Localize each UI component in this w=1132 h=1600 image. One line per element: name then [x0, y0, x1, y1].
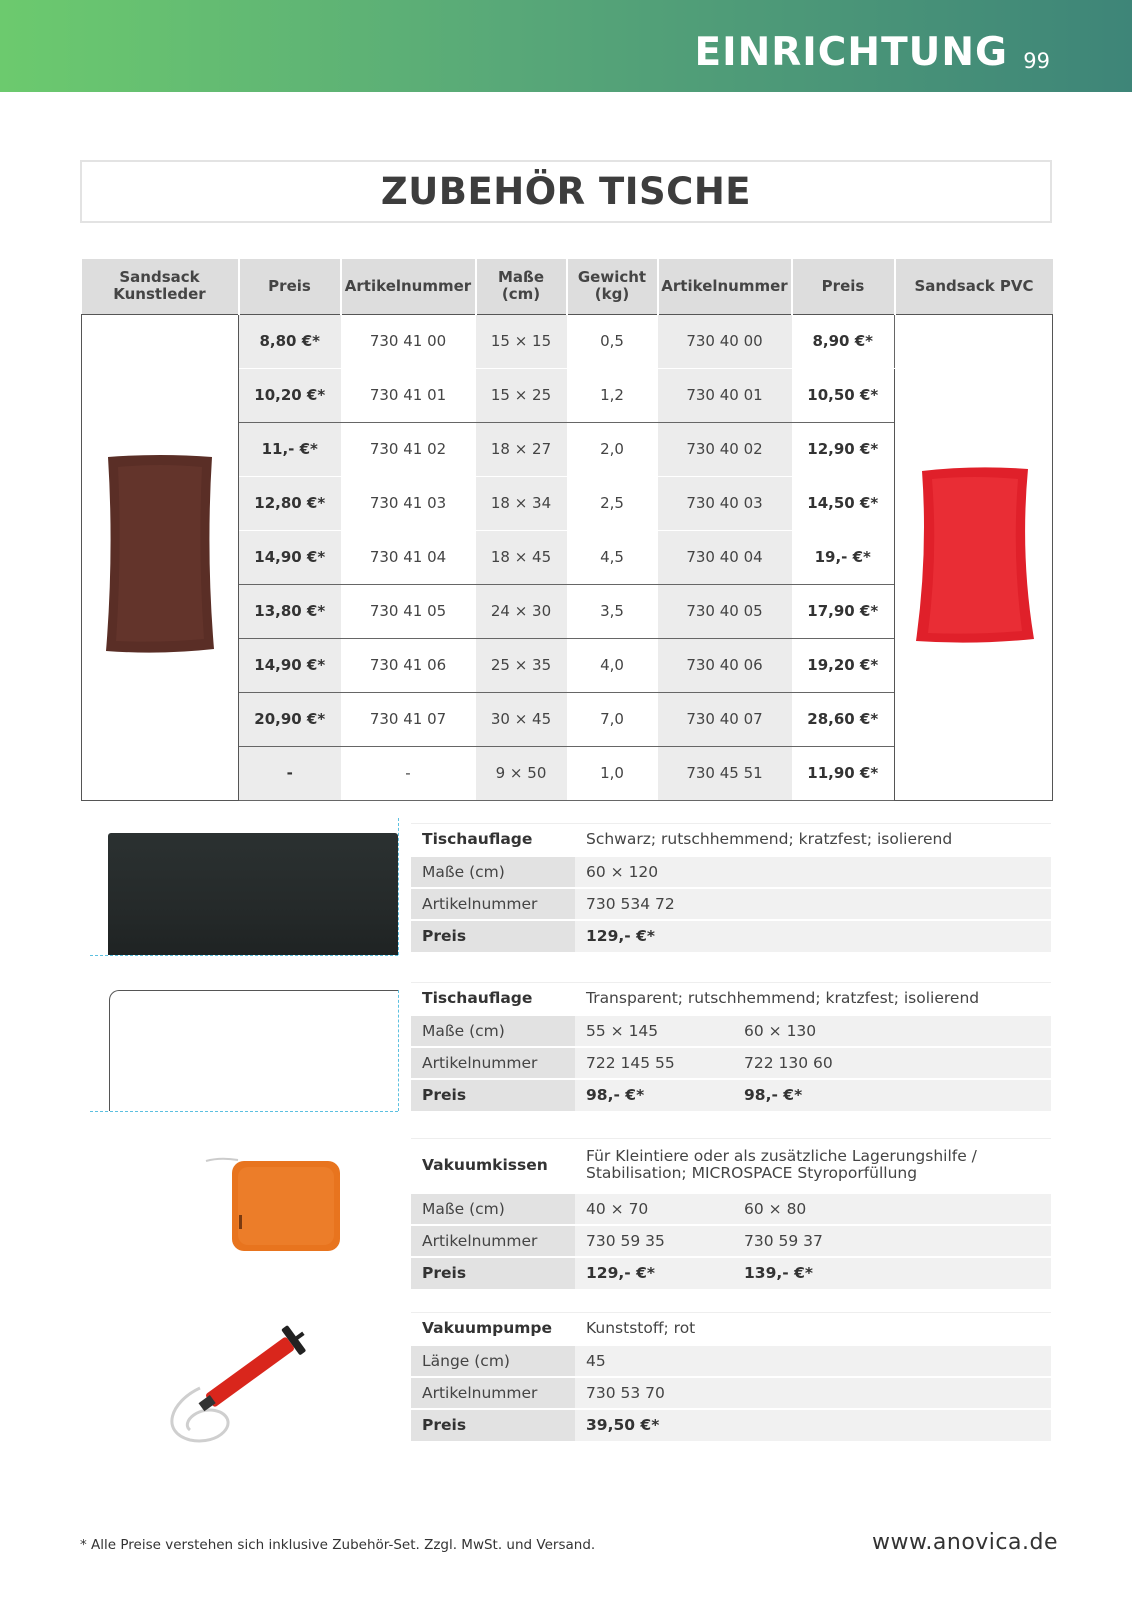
spec-row: [411, 1257, 1051, 1289]
cell-masse: 18 × 34: [476, 476, 567, 530]
product-name-label: Vakuumkissen: [411, 1139, 575, 1193]
spec-value: 129,- €*: [575, 920, 1051, 952]
cell-gewicht: 4,5: [567, 530, 658, 584]
header-masse: [476, 259, 567, 314]
section-title: EINRICHTUNG: [694, 30, 1008, 75]
spec-table-tischauflage-schwarz: [411, 823, 1051, 952]
cell-gewicht: 4,0: [567, 638, 658, 692]
cell-preis: 10,20 €*: [239, 368, 341, 422]
spec-value: 55 × 145: [575, 1015, 733, 1047]
cell-masse: 15 × 15: [476, 314, 567, 368]
product-name-label: Tischauflage: [411, 983, 575, 1015]
spec-value: 722 130 60: [733, 1047, 1051, 1079]
header-preis-pvc: [792, 259, 895, 314]
spec-row: [411, 1377, 1051, 1409]
cell-artikelnummer-pvc: 730 40 00: [658, 314, 792, 368]
table-row: [82, 314, 1053, 368]
cell-masse: 25 × 35: [476, 638, 567, 692]
dash-line: [90, 1111, 398, 1112]
header-sandsack-pvc: [895, 259, 1053, 314]
header-artikelnummer-pvc: [658, 259, 792, 314]
spec-value: 60 × 130: [733, 1015, 1051, 1047]
product-description: Kunststoff; rot: [575, 1313, 1051, 1345]
cell-artikelnummer: 730 41 07: [341, 692, 476, 746]
spec-value: 730 534 72: [575, 888, 1051, 920]
spec-value: 98,- €*: [733, 1079, 1051, 1111]
cell-gewicht: 2,0: [567, 422, 658, 476]
header-bar: [0, 0, 1132, 92]
cell-preis-pvc: 8,90 €*: [792, 314, 895, 368]
spec-label: Maße (cm): [411, 1193, 575, 1225]
dash-line: [398, 990, 399, 1111]
cell-artikelnummer-pvc: 730 45 51: [658, 746, 792, 800]
header-preis: [239, 259, 341, 314]
cell-artikelnummer: 730 41 04: [341, 530, 476, 584]
cell-artikelnummer-pvc: 730 40 01: [658, 368, 792, 422]
spec-header-row: [411, 1139, 1051, 1193]
spec-table-vakuumkissen: [411, 1138, 1051, 1289]
sandsack-kunstleder-image-cell: [82, 314, 239, 800]
cell-gewicht: 2,5: [567, 476, 658, 530]
spec-label: Artikelnummer: [411, 888, 575, 920]
cell-preis-pvc: 17,90 €*: [792, 584, 895, 638]
spec-label: Preis: [411, 1079, 575, 1111]
cell-preis: 12,80 €*: [239, 476, 341, 530]
cell-artikelnummer: 730 41 03: [341, 476, 476, 530]
header-artikelnummer: [341, 259, 476, 314]
spec-label: Artikelnummer: [411, 1225, 575, 1257]
cell-artikelnummer-pvc: 730 40 06: [658, 638, 792, 692]
product-description: Schwarz; rutschhemmend; kratzfest; isolierend: [575, 824, 1051, 856]
header-text: Sandsack Kunstleder: [113, 268, 206, 304]
cell-gewicht: 1,0: [567, 746, 658, 800]
spec-table-tischauflage-transparent: [411, 982, 1051, 1111]
spec-row: [411, 1047, 1051, 1079]
sandsack-table-header: [82, 259, 1053, 314]
product-name-label: Tischauflage: [411, 824, 575, 856]
spec-row: [411, 888, 1051, 920]
website-link[interactable]: www.anovica.de: [871, 1530, 1058, 1555]
cell-preis-pvc: 10,50 €*: [792, 368, 895, 422]
spec-row: [411, 1345, 1051, 1377]
cell-gewicht: 1,2: [567, 368, 658, 422]
spec-table-vakuumpumpe: [411, 1312, 1051, 1441]
header-text: Artikelnummer: [661, 276, 788, 295]
header-text: Preis: [821, 276, 865, 295]
cell-gewicht: 7,0: [567, 692, 658, 746]
spec-value: 730 59 35: [575, 1225, 733, 1257]
spec-label: Maße (cm): [411, 1015, 575, 1047]
spec-value: 722 145 55: [575, 1047, 733, 1079]
spec-row: [411, 920, 1051, 952]
cell-artikelnummer: 730 41 06: [341, 638, 476, 692]
spec-value: 45: [575, 1345, 1051, 1377]
cell-artikelnummer: -: [341, 746, 476, 800]
cell-gewicht: 0,5: [567, 314, 658, 368]
page-title-box: [80, 160, 1052, 223]
tischauflage-transparent-image: [109, 990, 398, 1111]
sandsack-table: [81, 259, 1053, 801]
spec-row: [411, 1193, 1051, 1225]
cell-masse: 30 × 45: [476, 692, 567, 746]
cell-preis-pvc: 28,60 €*: [792, 692, 895, 746]
spec-label: Artikelnummer: [411, 1047, 575, 1079]
spec-row: [411, 1409, 1051, 1441]
spec-value: 60 × 80: [733, 1193, 1051, 1225]
spec-value: 139,- €*: [733, 1257, 1051, 1289]
cell-artikelnummer: 730 41 05: [341, 584, 476, 638]
cell-preis-pvc: 12,90 €*: [792, 422, 895, 476]
spec-label: Preis: [411, 1409, 575, 1441]
spec-header-row: [411, 983, 1051, 1015]
cell-preis: 11,- €*: [239, 422, 341, 476]
spec-label: Artikelnummer: [411, 1377, 575, 1409]
cell-artikelnummer: 730 41 02: [341, 422, 476, 476]
spec-value: 730 53 70: [575, 1377, 1051, 1409]
cell-masse: 15 × 25: [476, 368, 567, 422]
cell-artikelnummer-pvc: 730 40 03: [658, 476, 792, 530]
cell-artikelnummer-pvc: 730 40 05: [658, 584, 792, 638]
spec-label: Länge (cm): [411, 1345, 575, 1377]
tischauflage-schwarz-image: [108, 833, 398, 955]
header-gewicht: [567, 259, 658, 314]
spec-header-row: [411, 1313, 1051, 1345]
spec-value: 129,- €*: [575, 1257, 733, 1289]
vakuumkissen-image: [198, 1153, 348, 1253]
spec-value: 60 × 120: [575, 856, 1051, 888]
header-sandsack-kunstleder: [82, 259, 239, 314]
cell-gewicht: 3,5: [567, 584, 658, 638]
price-footnote: * Alle Preise verstehen sich inklusive Zubehör-Set. Zzgl. MwSt. und Versand.: [80, 1537, 596, 1553]
spec-row: [411, 856, 1051, 888]
cell-preis-pvc: 19,- €*: [792, 530, 895, 584]
cell-masse: 24 × 30: [476, 584, 567, 638]
cell-masse: 9 × 50: [476, 746, 567, 800]
header-text: Preis: [268, 276, 311, 295]
spec-row: [411, 1225, 1051, 1257]
cell-preis: 14,90 €*: [239, 638, 341, 692]
spec-value: 730 59 37: [733, 1225, 1051, 1257]
product-description: Für Kleintiere oder als zusätzliche Lagerungshilfe / Stabilisation; MICROSPACE Styroporfüllung: [575, 1139, 1051, 1193]
header-text: Artikelnummer: [344, 276, 472, 295]
sandsack-pvc-image-cell: [895, 314, 1053, 800]
spec-row: [411, 1079, 1051, 1111]
dash-line: [90, 955, 398, 956]
spec-label: Maße (cm): [411, 856, 575, 888]
cell-preis: 20,90 €*: [239, 692, 341, 746]
cell-artikelnummer-pvc: 730 40 02: [658, 422, 792, 476]
spec-label: Preis: [411, 1257, 575, 1289]
cell-preis: 14,90 €*: [239, 530, 341, 584]
header-text: Gewicht (kg): [577, 268, 647, 304]
product-name-label: Vakuumpumpe: [411, 1313, 575, 1345]
cell-masse: 18 × 27: [476, 422, 567, 476]
sandsack-pvc-image: [912, 465, 1036, 645]
page-title: ZUBEHÖR TISCHE: [380, 170, 752, 213]
cell-artikelnummer: 730 41 00: [341, 314, 476, 368]
spec-value: 39,50 €*: [575, 1409, 1051, 1441]
cell-artikelnummer-pvc: 730 40 07: [658, 692, 792, 746]
product-description: Transparent; rutschhemmend; kratzfest; isolierend: [575, 983, 1051, 1015]
vakuumpumpe-image: [160, 1312, 320, 1448]
cell-preis: 13,80 €*: [239, 584, 341, 638]
page-number: 99: [1023, 49, 1050, 73]
cell-artikelnummer-pvc: 730 40 04: [658, 530, 792, 584]
spec-row: [411, 1015, 1051, 1047]
cell-preis-pvc: 19,20 €*: [792, 638, 895, 692]
cell-preis: -: [239, 746, 341, 800]
cell-masse: 18 × 45: [476, 530, 567, 584]
spec-value: 98,- €*: [575, 1079, 733, 1111]
dash-line: [398, 818, 399, 955]
cell-preis: 8,80 €*: [239, 314, 341, 368]
sandsack-kunstleder-image: [102, 453, 218, 657]
cell-artikelnummer: 730 41 01: [341, 368, 476, 422]
cell-preis-pvc: 14,50 €*: [792, 476, 895, 530]
spec-label: Preis: [411, 920, 575, 952]
cell-preis-pvc: 11,90 €*: [792, 746, 895, 800]
spec-value: 40 × 70: [575, 1193, 733, 1225]
header-text: Maße (cm): [497, 268, 544, 304]
spec-header-row: [411, 824, 1051, 856]
header-text: Sandsack PVC: [914, 276, 1034, 295]
